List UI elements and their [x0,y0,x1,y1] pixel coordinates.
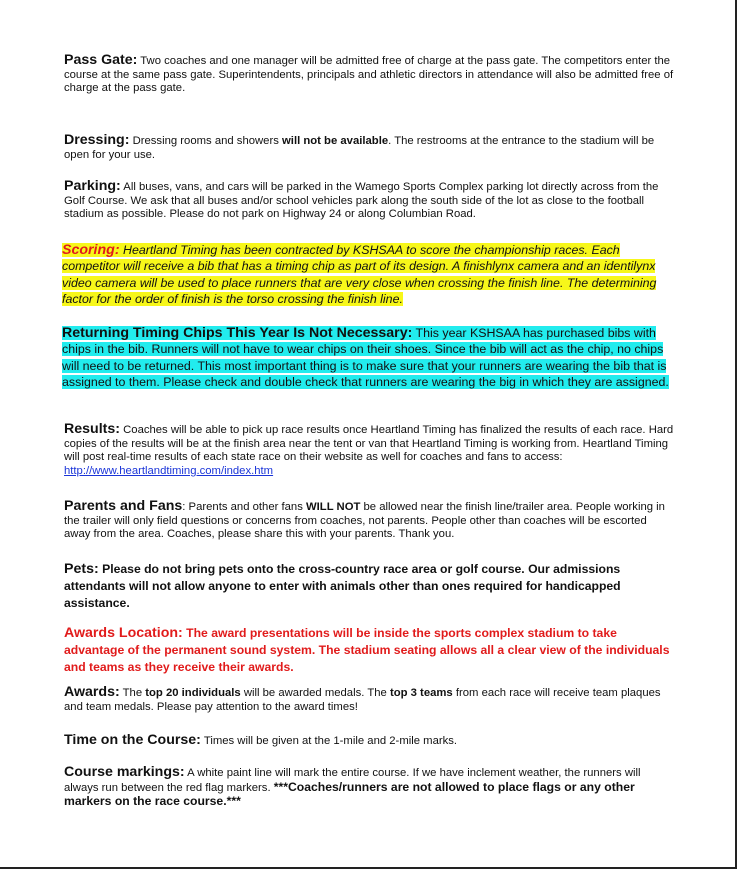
dressing-text-2: . The restrooms at the entrance to the stadium will be open for your use. [64,135,655,161]
awards-location-heading: Awards Location: [64,625,183,641]
awards-heading: Awards: [64,684,120,700]
pass-gate-section [64,54,676,96]
pets-text: Please do not bring pets onto the cross-country race area or golf course. Our admissions attendants will not allow anyone to enter with animals other than ones required for handicapped assistance. [64,562,621,610]
awards-text-2: will be awarded medals. The [240,687,390,699]
results-link[interactable]: http://www.heartlandtiming.com/index.htm [64,464,274,477]
parents-text-2: be allowed near the finish line/trailer area. People working in the trailer will only field questions or concerns from coaches, not parents. People other than coaches will be escorted away from the area. Coaches, please share this with your parents. Thank you. [64,501,665,540]
time-on-course-heading: Time on the Course: [64,732,201,748]
scoring-section [62,242,676,308]
timing-chips-section [62,325,676,391]
scoring-heading: Scoring: [62,242,120,258]
results-text: Coaches will be able to pick up race results once Heartland Timing has finalized the results of each race. Hard copies of the results will be at the finish area near the tent or van that Heartland Timing is working from. Heartland Timing will post real-time results of each state race on their website as well for coaches and fans to access: [64,424,674,463]
pets-heading: Pets: [64,561,99,577]
time-on-course-section [64,734,676,749]
timing-chips-text: This year KSHSAA has purchased bibs with chips in the bib. Runners will not have to wear chips on their shoes. Since the bib will act as the chip, no chips will need to be returned. This most important thing is to make sure that your runners are wearing the bib that is assigned to them. Please check and double check that runners are wearing the big in which they are assigned. [62,326,669,390]
results-heading: Results: [64,421,120,437]
scoring-text: Heartland Timing has been contracted by KSHSAA to score the championship races. Each competitor will receive a bib that has a timing chip as part of its design. A finishlynx camera and an identilynx video camera will be used to place runners that are very close when crossing the finish line. The determining factor for the order of finish is the torso crossing the finish line. [62,243,657,307]
parents-section [64,500,676,542]
pass-gate-text: Two coaches and one manager will be admitted free of charge at the pass gate. The competitors enter the course at the same pass gate. Superintendents, principals and athletic directors in attendance will also be admitted free of charge at the pass gate. [64,55,674,94]
course-markings-bold: ***Coaches/runners are not allowed to place flags or any other markers on the race course.*** [64,779,635,808]
parents-heading: Parents and Fans [64,498,183,514]
course-markings-text: A white paint line will mark the entire course. If we have inclement weather, the runners will always run between the red flag markers. [64,767,641,794]
parking-text: All buses, vans, and cars will be parked in the Wamego Sports Complex parking lot directly across from the Golf Course. We ask that all buses and/or school vehicles park along the south side of the lot as close to the football stadium as possible. Please do not park on Highway 24 or along Columbian Road. [64,181,659,220]
pets-section [64,562,676,612]
results-section [64,423,676,478]
course-markings-heading: Course markings: [64,764,185,780]
awards-location-section [64,626,676,676]
parking-heading: Parking: [64,178,121,194]
course-markings-section [64,766,676,810]
dressing-text-1: Dressing rooms and showers [129,135,283,147]
parents-text-1: : Parents and other fans [182,501,306,513]
parking-section [64,180,676,222]
dressing-heading: Dressing: [64,132,130,148]
awards-section [64,686,676,714]
awards-text-1: The [119,687,146,699]
pass-gate-heading: Pass Gate: [64,52,138,68]
parents-bold: WILL NOT [306,501,361,513]
dressing-bold: will not be available [282,135,389,147]
time-on-course-text: Times will be given at the 1-mile and 2-mile marks. [200,735,458,747]
dressing-section [64,134,676,162]
timing-chips-heading: Returning Timing Chips This Year Is Not Necessary: [62,325,413,341]
awards-text-3: from each race will receive team plaques and team medals. Please pay attention to the award times! [64,687,661,713]
awards-bold-2: top 3 teams [389,687,453,699]
awards-location-text: The award presentations will be inside the sports complex stadium to take advantage of the permanent sound system. The stadium seating allows all a clear view of the individuals and teams as they receive their awards. [64,626,670,674]
awards-bold-1: top 20 individuals [145,687,241,699]
